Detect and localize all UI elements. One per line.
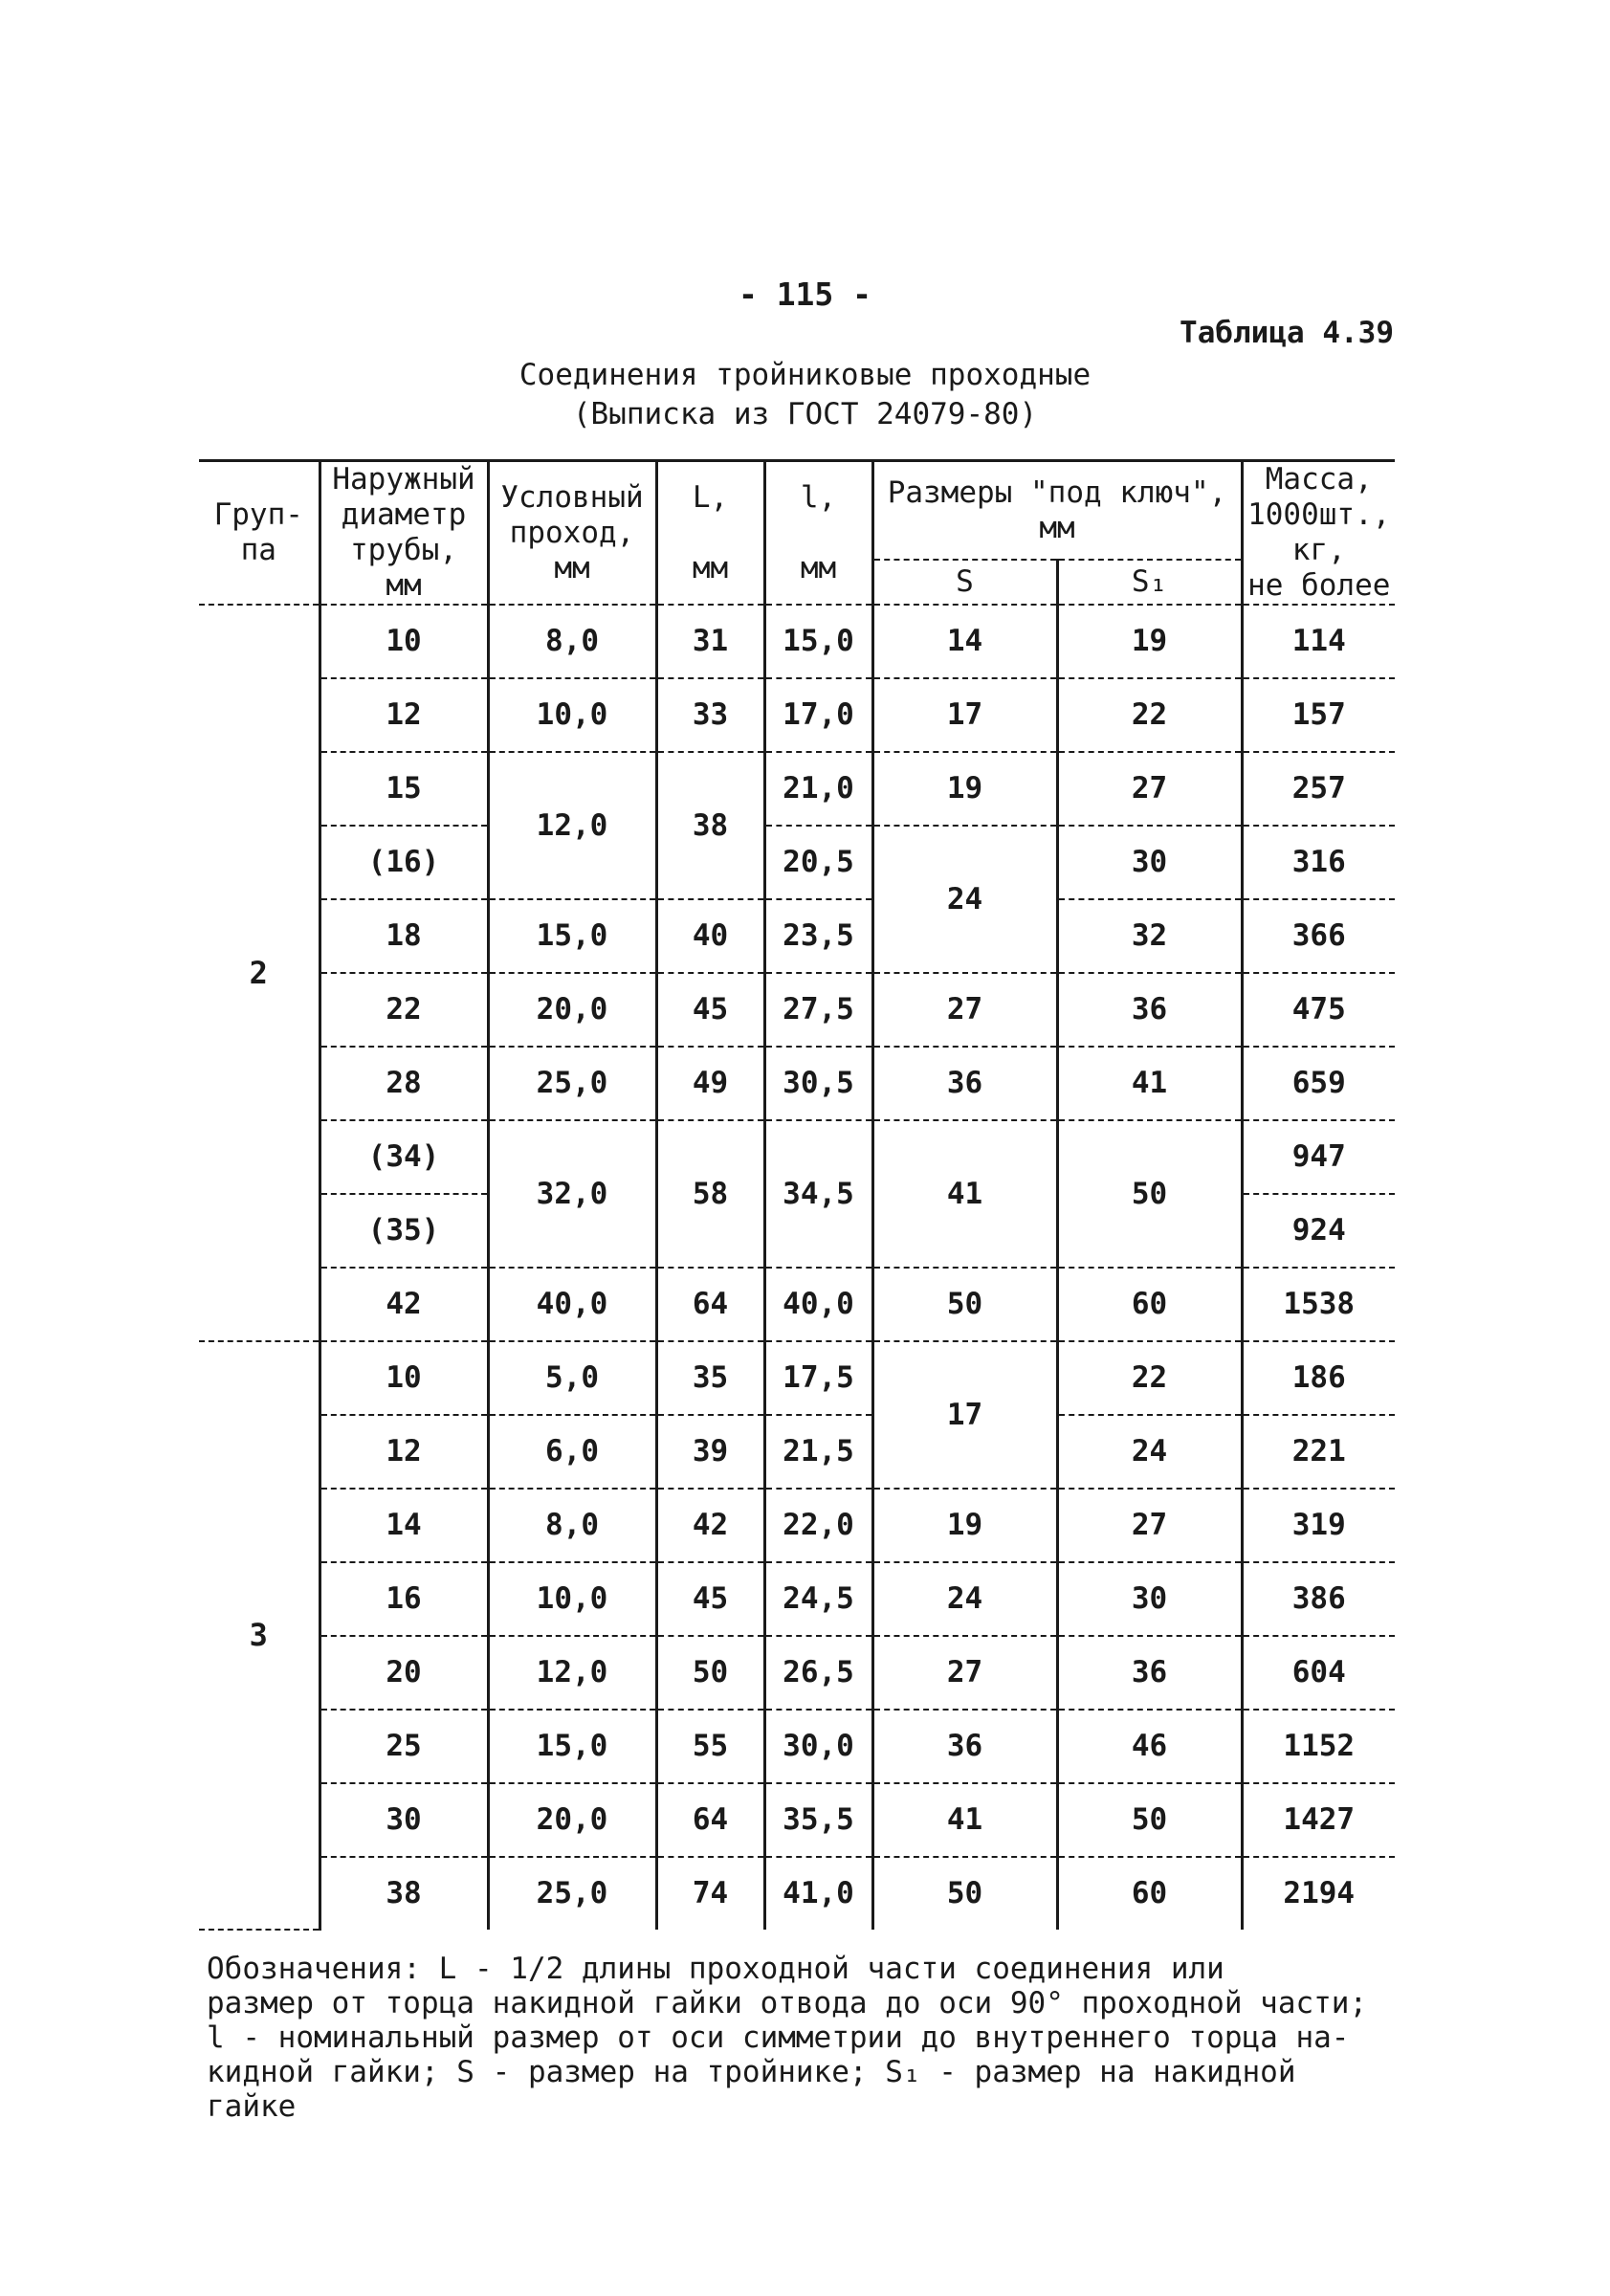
- cell-outer-diameter: 30: [320, 1783, 488, 1857]
- cell-nominal-bore: 20,0: [488, 1783, 656, 1857]
- cell-S1: 19: [1057, 605, 1242, 678]
- cell-L: 58: [656, 1120, 764, 1268]
- table-label: Таблица 4.39: [1180, 316, 1394, 350]
- cell-nominal-bore: 10,0: [488, 678, 656, 752]
- cell-outer-diameter: 22: [320, 973, 488, 1047]
- cell-S1: 60: [1057, 1857, 1242, 1930]
- cell-l: 30,5: [764, 1047, 872, 1120]
- table-row: [199, 1415, 1395, 1489]
- cell-S: 19: [872, 752, 1057, 826]
- cell-S: 24: [872, 826, 1057, 973]
- cell-L: 35: [656, 1341, 764, 1415]
- cell-nominal-bore: 32,0: [488, 1120, 656, 1268]
- cell-S: 50: [872, 1857, 1057, 1930]
- cell-outer-diameter: 10: [320, 605, 488, 678]
- cell-l: 34,5: [764, 1120, 872, 1268]
- cell-outer-diameter: 25: [320, 1710, 488, 1783]
- cell-l: 21,0: [764, 752, 872, 826]
- header-nominal-bore: Условный проход, мм: [488, 461, 656, 606]
- group-cell: 2: [199, 605, 320, 1341]
- cell-S: 27: [872, 1636, 1057, 1710]
- cell-l: 17,0: [764, 678, 872, 752]
- table-row: [199, 1857, 1395, 1930]
- cell-outer-diameter: 42: [320, 1268, 488, 1341]
- header-outer-diameter: Наружный диаметр трубы, мм: [320, 461, 488, 606]
- table-row: [199, 1636, 1395, 1710]
- cell-l: 35,5: [764, 1783, 872, 1857]
- cell-S1: 27: [1057, 752, 1242, 826]
- note-line: Обозначения: L - 1/2 длины проходной части соединения или: [207, 1952, 1224, 1986]
- table-title: [0, 356, 1610, 434]
- cell-S1: 36: [1057, 973, 1242, 1047]
- page-number: - 115 -: [738, 276, 872, 313]
- cell-S: 14: [872, 605, 1057, 678]
- table-row: [199, 899, 1395, 973]
- cell-nominal-bore: 40,0: [488, 1268, 656, 1341]
- title-line: Соединения тройниковые проходные: [518, 358, 1092, 392]
- cell-mass: 604: [1242, 1636, 1395, 1710]
- cell-S: 41: [872, 1120, 1057, 1268]
- cell-S1: 30: [1057, 1562, 1242, 1636]
- cell-S1: 36: [1057, 1636, 1242, 1710]
- cell-outer-diameter: 28: [320, 1047, 488, 1120]
- cell-mass: 2194: [1242, 1857, 1395, 1930]
- cell-mass: 924: [1242, 1194, 1395, 1268]
- note-line: l - номинальный размер от оси симметрии до внутреннего торца на-: [207, 2020, 1350, 2055]
- cell-l: 23,5: [764, 899, 872, 973]
- header-l: l, мм: [764, 461, 872, 606]
- cell-outer-diameter: 12: [320, 1415, 488, 1489]
- cell-S1: 50: [1057, 1120, 1242, 1268]
- cell-nominal-bore: 25,0: [488, 1857, 656, 1930]
- cell-l: 41,0: [764, 1857, 872, 1930]
- cell-S1: 41: [1057, 1047, 1242, 1120]
- cell-outer-diameter: 16: [320, 1562, 488, 1636]
- cell-outer-diameter: 20: [320, 1636, 488, 1710]
- header-L: L, мм: [656, 461, 764, 606]
- title-line: (Выписка из ГОСТ 24079-80): [572, 397, 1038, 431]
- cell-S: 27: [872, 973, 1057, 1047]
- header-S1: S₁: [1057, 560, 1242, 605]
- cell-outer-diameter: 14: [320, 1489, 488, 1562]
- cell-S1: 32: [1057, 899, 1242, 973]
- note-line: размер от торца накидной гайки отвода до оси 90° проходной части;: [207, 1986, 1368, 2020]
- cell-L: 33: [656, 678, 764, 752]
- header-mass: Масса, 1000шт., кг, не более: [1242, 461, 1395, 606]
- cell-l: 22,0: [764, 1489, 872, 1562]
- cell-nominal-bore: 25,0: [488, 1047, 656, 1120]
- table-row: [199, 1783, 1395, 1857]
- legend-notes: [207, 1952, 1422, 2124]
- cell-mass: 257: [1242, 752, 1395, 826]
- table-row: [199, 678, 1395, 752]
- cell-S1: 46: [1057, 1710, 1242, 1783]
- cell-S: 50: [872, 1268, 1057, 1341]
- header-wrench-sizes: Размеры "под ключ", мм: [872, 461, 1242, 561]
- table-row: [199, 1562, 1395, 1636]
- table-row: [199, 1710, 1395, 1783]
- cell-outer-diameter: 18: [320, 899, 488, 973]
- cell-mass: 947: [1242, 1120, 1395, 1194]
- cell-l: 30,0: [764, 1710, 872, 1783]
- table-row: [199, 1341, 1395, 1415]
- cell-S: 17: [872, 1341, 1057, 1489]
- cell-mass: 386: [1242, 1562, 1395, 1636]
- cell-L: 74: [656, 1857, 764, 1930]
- cell-L: 40: [656, 899, 764, 973]
- cell-outer-diameter: 10: [320, 1341, 488, 1415]
- cell-nominal-bore: 10,0: [488, 1562, 656, 1636]
- cell-S: 17: [872, 678, 1057, 752]
- cell-L: 50: [656, 1636, 764, 1710]
- note-line: гайке: [207, 2089, 297, 2124]
- cell-nominal-bore: 15,0: [488, 899, 656, 973]
- cell-mass: 114: [1242, 605, 1395, 678]
- note-line: кидной гайки; S - размер на тройнике; S₁ - размер на накидной: [207, 2055, 1296, 2089]
- table-row: [199, 752, 1395, 826]
- cell-nominal-bore: 15,0: [488, 1710, 656, 1783]
- cell-l: 27,5: [764, 973, 872, 1047]
- cell-L: 64: [656, 1268, 764, 1341]
- cell-mass: 475: [1242, 973, 1395, 1047]
- cell-S: 36: [872, 1047, 1057, 1120]
- cell-l: 17,5: [764, 1341, 872, 1415]
- cell-l: 40,0: [764, 1268, 872, 1341]
- cell-mass: 186: [1242, 1341, 1395, 1415]
- group-cell: 3: [199, 1341, 320, 1930]
- header-S: S: [872, 560, 1057, 605]
- cell-mass: 319: [1242, 1489, 1395, 1562]
- cell-L: 42: [656, 1489, 764, 1562]
- cell-S: 24: [872, 1562, 1057, 1636]
- cell-S: 36: [872, 1710, 1057, 1783]
- cell-mass: 1538: [1242, 1268, 1395, 1341]
- cell-mass: 366: [1242, 899, 1395, 973]
- cell-S: 41: [872, 1783, 1057, 1857]
- cell-outer-diameter: 15: [320, 752, 488, 826]
- cell-outer-diameter: (16): [320, 826, 488, 899]
- cell-nominal-bore: 20,0: [488, 973, 656, 1047]
- table-row: [199, 1120, 1395, 1194]
- table-row: [199, 1047, 1395, 1120]
- cell-L: 49: [656, 1047, 764, 1120]
- cell-L: 31: [656, 605, 764, 678]
- cell-S: 19: [872, 1489, 1057, 1562]
- cell-L: 64: [656, 1783, 764, 1857]
- cell-nominal-bore: 5,0: [488, 1341, 656, 1415]
- header-group: Груп- па: [199, 461, 320, 606]
- cell-S1: 24: [1057, 1415, 1242, 1489]
- cell-L: 45: [656, 1562, 764, 1636]
- cell-outer-diameter: 38: [320, 1857, 488, 1930]
- cell-mass: 316: [1242, 826, 1395, 899]
- cell-S1: 30: [1057, 826, 1242, 899]
- cell-L: 45: [656, 973, 764, 1047]
- cell-l: 20,5: [764, 826, 872, 899]
- cell-nominal-bore: 12,0: [488, 1636, 656, 1710]
- cell-l: 21,5: [764, 1415, 872, 1489]
- cell-mass: 1152: [1242, 1710, 1395, 1783]
- cell-nominal-bore: 8,0: [488, 1489, 656, 1562]
- fittings-table: [199, 459, 1395, 1931]
- cell-mass: 157: [1242, 678, 1395, 752]
- cell-nominal-bore: 6,0: [488, 1415, 656, 1489]
- cell-l: 26,5: [764, 1636, 872, 1710]
- cell-mass: 659: [1242, 1047, 1395, 1120]
- cell-L: 39: [656, 1415, 764, 1489]
- cell-S1: 60: [1057, 1268, 1242, 1341]
- cell-mass: 221: [1242, 1415, 1395, 1489]
- table-row: [199, 973, 1395, 1047]
- table-row: [199, 1489, 1395, 1562]
- table-row: [199, 1268, 1395, 1341]
- cell-nominal-bore: 12,0: [488, 752, 656, 899]
- cell-S1: 27: [1057, 1489, 1242, 1562]
- cell-L: 38: [656, 752, 764, 899]
- cell-S1: 22: [1057, 1341, 1242, 1415]
- table-row: [199, 826, 1395, 899]
- cell-l: 15,0: [764, 605, 872, 678]
- table-row: [199, 605, 1395, 678]
- cell-L: 55: [656, 1710, 764, 1783]
- cell-outer-diameter: (35): [320, 1194, 488, 1268]
- cell-outer-diameter: (34): [320, 1120, 488, 1194]
- cell-S1: 50: [1057, 1783, 1242, 1857]
- cell-nominal-bore: 8,0: [488, 605, 656, 678]
- cell-mass: 1427: [1242, 1783, 1395, 1857]
- cell-outer-diameter: 12: [320, 678, 488, 752]
- cell-l: 24,5: [764, 1562, 872, 1636]
- cell-S1: 22: [1057, 678, 1242, 752]
